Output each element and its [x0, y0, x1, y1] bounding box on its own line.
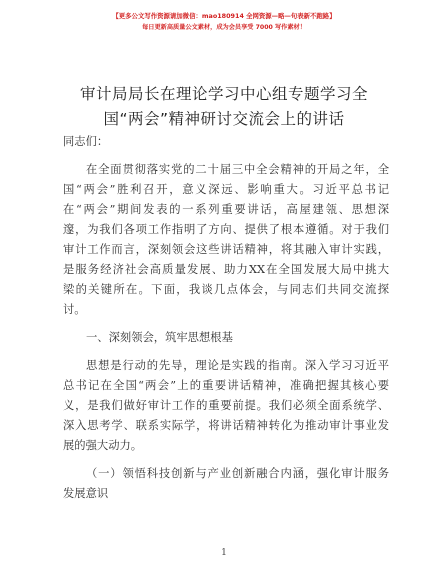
- paragraph-line: 思想是行动的先导，理论是实践的指南。深入学习习近平: [86, 359, 389, 372]
- paragraph-line: 深入思考学、联系实际学，将讲话精神转化为推动审计事业发: [63, 419, 389, 432]
- paragraph-line: 在全面贯彻落实党的二十届三中全会精神的开局之年，全: [86, 163, 389, 176]
- promo-banner-line-2: 每日更新高质量公文素材，成为会员享受 7000 写作素材！: [142, 24, 306, 31]
- paragraph-line: 讨。: [63, 303, 86, 316]
- page-number: 1: [221, 548, 227, 558]
- paragraph-line: 梁的关键所在。下面，我谈几点体会，与同志们共同交流探: [63, 283, 389, 296]
- salutation: 同志们：: [63, 135, 109, 148]
- subsection-heading-line: （一）领悟科技创新与产业创新融合内涵，强化审计服务: [86, 467, 389, 480]
- paragraph-line: 审计工作而言，深刻领会这些讲话精神，将其融入审计实践，: [63, 243, 389, 256]
- document-title-line-2: 国“两会”精神研讨交流会上的讲话: [103, 110, 345, 128]
- paragraph-line: 邃，为我们各项工作指明了方向、提供了根本遵循。对于我们: [63, 223, 389, 236]
- paragraph-line: 总书记在全国“两会”上的重要讲话精神，准确把握其核心要: [63, 379, 389, 392]
- paragraph-line: 展的强大动力。: [63, 439, 143, 452]
- subsection-heading-line: 发展意识: [63, 487, 109, 500]
- paragraph-line: 是服务经济社会高质量发展、助力XX在全国发展大局中挑大: [63, 263, 389, 276]
- paragraph-line: 在“两会”期间发表的一系列重要讲话，高屋建瓴、思想深: [63, 203, 389, 216]
- section-heading: 一、深刻领会，筑牢思想根基: [86, 331, 233, 344]
- document-title-line-1: 审计局局长在理论学习中心组专题学习全: [79, 85, 368, 103]
- promo-banner-line-1: 【更多公文写作资源请加微信：mao180914 全网资源—略—句表新不跑路】: [112, 12, 336, 20]
- paragraph-line: 国“两会”胜利召开，意义深远、影响重大。习近平总书记: [63, 183, 389, 196]
- paragraph-line: 义，是我们做好审计工作的重要前提。我们必须全面系统学、: [63, 399, 389, 412]
